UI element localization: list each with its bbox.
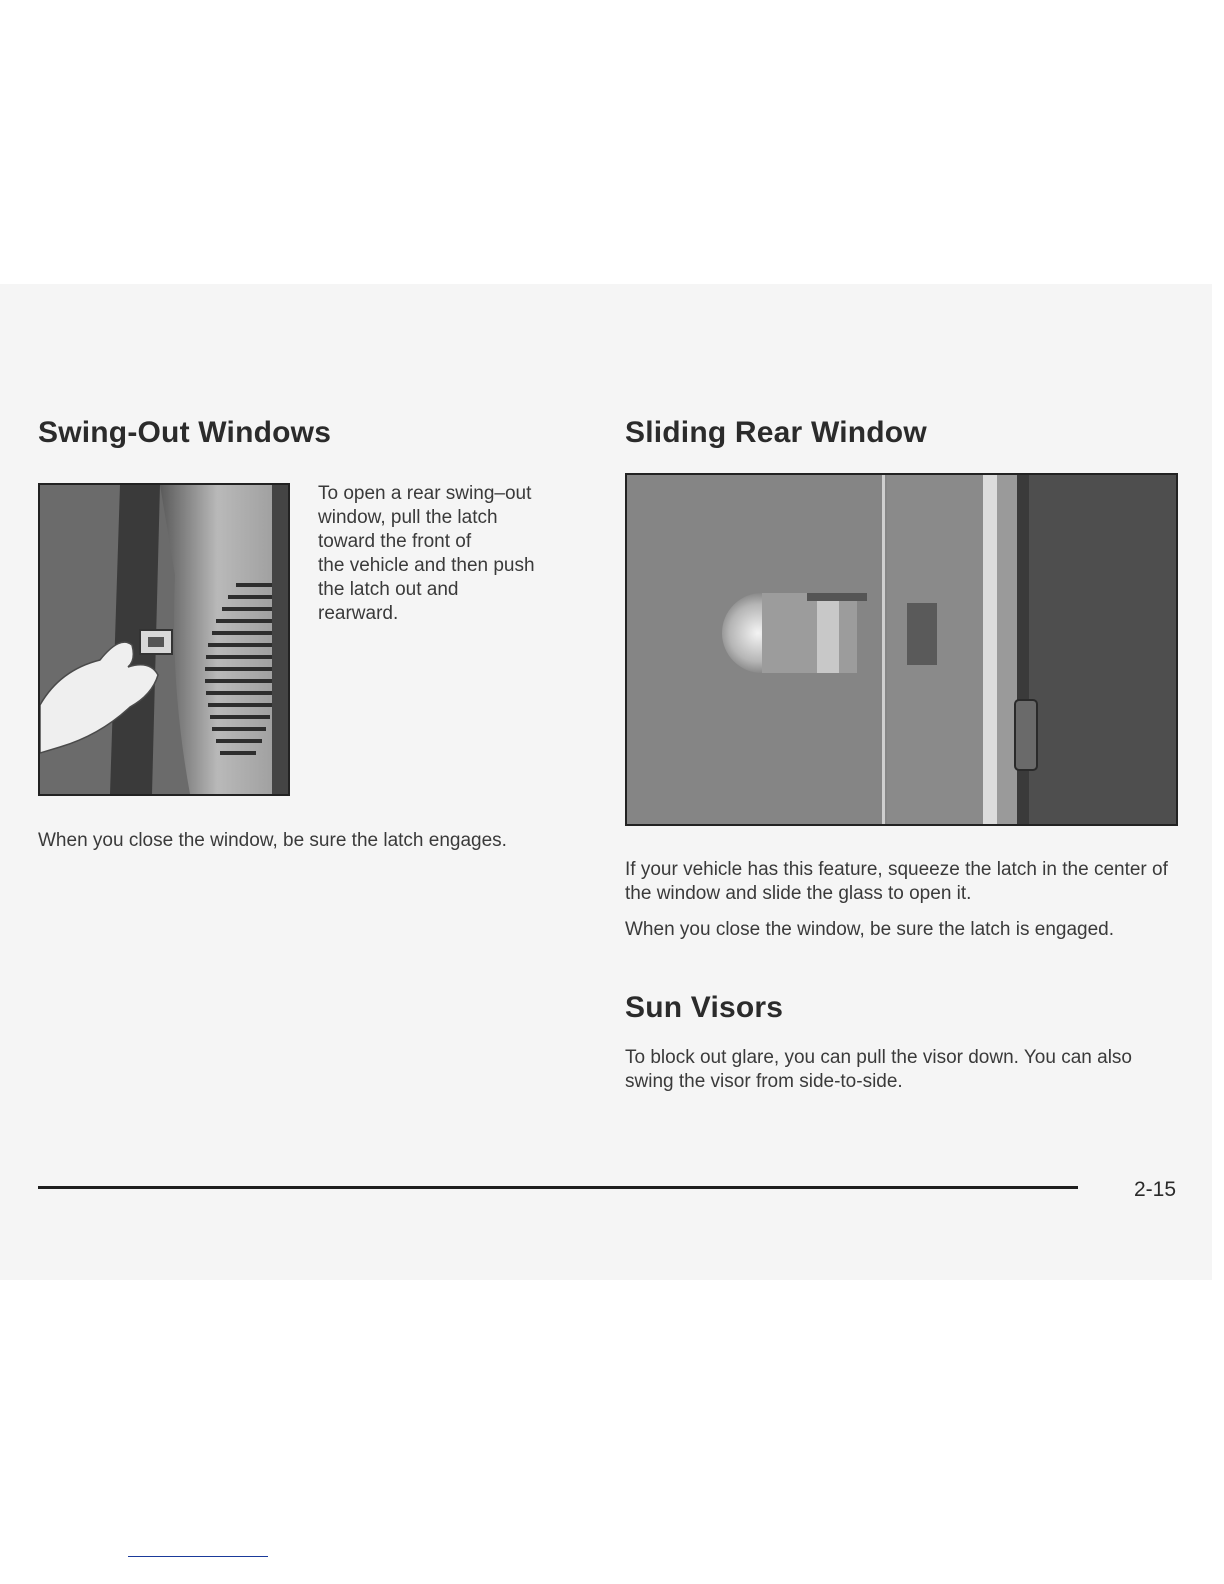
sun-visors-paragraph: To block out glare, you can pull the visor down. You can also swing the visor from side-to-side. (625, 1047, 1132, 1092)
sliding-window-paragraph-1: If your vehicle has this feature, squeeze the latch in the center of the window and slide the glass to open it. (625, 859, 1168, 904)
sliding-rear-window-heading: Sliding Rear Window (625, 416, 927, 449)
caption-line: toward the front of (318, 531, 472, 552)
sun-visors-heading: Sun Visors (625, 991, 784, 1024)
swing-out-window-photo (38, 483, 290, 796)
caption-line: rearward. (318, 603, 399, 624)
swing-out-windows-heading: Swing-Out Windows (38, 416, 332, 449)
caption-line: window, pull the latch (318, 507, 498, 528)
caption-line: To open a rear swing–out (318, 483, 532, 504)
link-underline (128, 1556, 268, 1557)
sliding-window-paragraph-2: When you close the window, be sure the latch is engaged. (625, 919, 1115, 940)
caption-line: the vehicle and then push (318, 555, 535, 576)
hand-pulling-window-latch-icon (40, 485, 288, 794)
swing-out-closing-note: When you close the window, be sure the latch engages. (38, 830, 507, 851)
sliding-window-latch-icon (627, 475, 1176, 824)
page-number: 2-15 (1134, 1178, 1177, 1201)
footer-rule (38, 1186, 1078, 1189)
sliding-rear-window-photo (625, 473, 1178, 826)
swing-out-caption (318, 482, 588, 626)
caption-line: the latch out and (318, 579, 459, 600)
